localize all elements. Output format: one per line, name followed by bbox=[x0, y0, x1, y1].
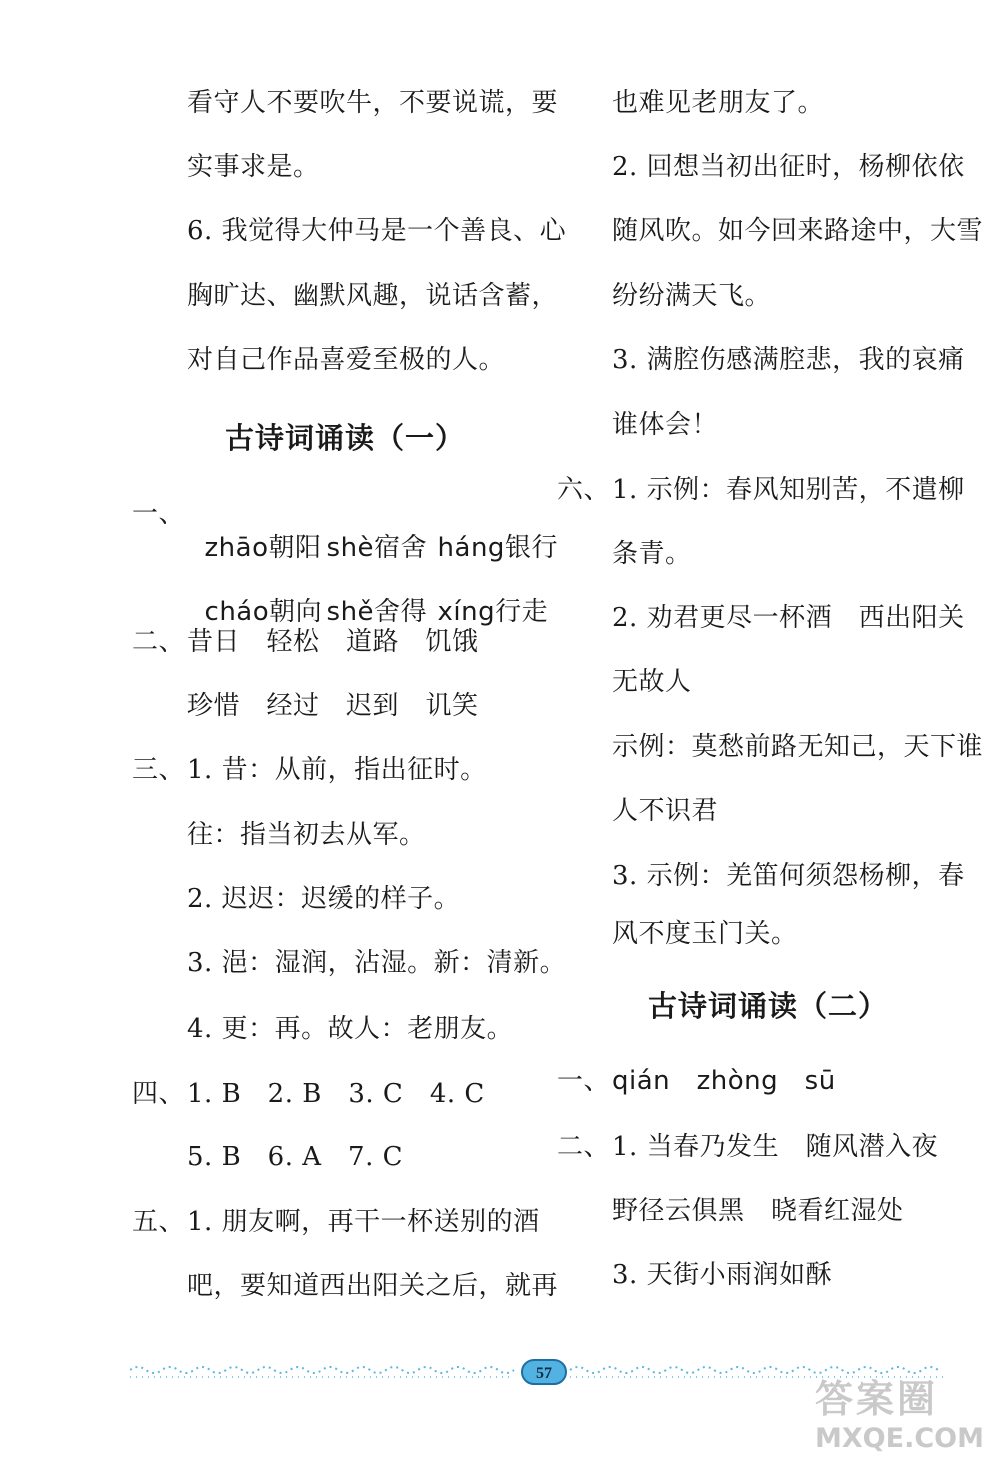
text-line: 看守人不要吹牛，不要说谎，要 bbox=[187, 88, 559, 118]
question-label: 一、 bbox=[557, 1066, 611, 1096]
text-line: 随风吹。如今回来路途中，大雪 bbox=[612, 216, 984, 246]
question-label: 六、 bbox=[557, 475, 611, 505]
answer-line: 1. 朋友啊，再干一杯送别的酒 bbox=[187, 1207, 540, 1237]
text-line: 实事求是。 bbox=[187, 152, 320, 182]
word: 舍得 bbox=[374, 597, 428, 627]
watermark bbox=[815, 1368, 995, 1463]
answer-line: 5. B 6. A 7. C bbox=[187, 1142, 403, 1172]
word: 宿舍 bbox=[374, 533, 428, 563]
answer-line: 野径云俱黑 晓看红湿处 bbox=[612, 1196, 904, 1226]
text-line: 2. 回想当初出征时，杨柳依依 bbox=[612, 152, 965, 182]
answer-line: 风不度玉门关。 bbox=[612, 919, 798, 949]
pinyin-row bbox=[309, 561, 427, 629]
answer-line: 2. 劝君更尽一杯酒 西出阳关 bbox=[612, 603, 965, 633]
question-label: 四、 bbox=[132, 1079, 186, 1109]
answer-line: 吧，要知道西出阳关之后，就再 bbox=[187, 1271, 559, 1301]
section-title: 古诗词诵读（一） bbox=[225, 421, 466, 455]
answer-line: 人不识君 bbox=[612, 796, 719, 826]
answer-line: 1. 当春乃发生 随风潜入夜 bbox=[612, 1132, 939, 1162]
answer-line: 4. 更：再。故人：老朋友。 bbox=[187, 1014, 514, 1044]
pinyin: xíng bbox=[437, 597, 496, 627]
question-label: 二、 bbox=[132, 627, 186, 657]
answer-line: 条青。 bbox=[612, 539, 692, 569]
text-line: 对自己作品喜爱至极的人。 bbox=[187, 345, 506, 375]
pinyin-row bbox=[187, 561, 322, 629]
answer-line: 3. 示例：羌笛何须怨杨柳，春 bbox=[612, 861, 965, 891]
pinyin: shě bbox=[326, 597, 375, 627]
text-line: 6. 我觉得大仲马是一个善良、心 bbox=[187, 216, 567, 246]
answer-line: 2. 迟迟：迟缓的样子。 bbox=[187, 884, 461, 914]
pinyin-row bbox=[420, 497, 558, 565]
answer-line: 往：指当初去从军。 bbox=[187, 820, 426, 850]
pinyin: zhāo bbox=[204, 533, 269, 563]
pinyin: háng bbox=[437, 533, 505, 563]
section-title: 古诗词诵读（二） bbox=[648, 989, 889, 1023]
pinyin-row bbox=[309, 497, 427, 565]
page-number: 57 bbox=[521, 1359, 567, 1385]
watermark-logo: 答案圈 bbox=[815, 1377, 939, 1421]
question-label: 五、 bbox=[132, 1207, 186, 1237]
pinyin: shè bbox=[326, 533, 375, 563]
answer-line: 示例：莫愁前路无知己，天下谁 bbox=[612, 732, 984, 762]
text-line: 纷纷满天飞。 bbox=[612, 281, 772, 311]
word: 朝阳 bbox=[268, 533, 322, 563]
pinyin-answer: qián zhòng sū bbox=[612, 1066, 836, 1096]
question-label: 三、 bbox=[132, 755, 186, 785]
question-label: 二、 bbox=[557, 1132, 611, 1162]
answer-line: 3. 浥：湿润，沾湿。新：清新。 bbox=[187, 948, 567, 978]
text-line: 3. 满腔伤感满腔悲，我的哀痛 bbox=[612, 345, 965, 375]
answer-line: 昔日 轻松 道路 饥饿 bbox=[187, 627, 479, 657]
answer-line: 1. 示例：春风知别苦，不遣柳 bbox=[612, 475, 965, 505]
answer-line: 珍惜 经过 迟到 讥笑 bbox=[187, 691, 479, 721]
word: 行走 bbox=[495, 597, 549, 627]
answer-line: 1. 昔：从前，指出征时。 bbox=[187, 755, 487, 785]
text-line: 谁体会！ bbox=[612, 410, 719, 440]
answer-line: 3. 天街小雨润如酥 bbox=[612, 1260, 833, 1290]
answer-line: 无故人 bbox=[612, 667, 692, 697]
text-line: 胸旷达、幽默风趣，说话含蓄， bbox=[187, 281, 559, 311]
pinyin-row bbox=[420, 561, 548, 629]
watermark-url: MXQE.COM bbox=[815, 1423, 984, 1454]
text-line: 也难见老朋友了。 bbox=[612, 88, 825, 118]
pinyin: cháo bbox=[204, 597, 270, 627]
word: 银行 bbox=[504, 533, 558, 563]
question-label: 一、 bbox=[132, 499, 186, 529]
pinyin-row bbox=[187, 497, 322, 565]
answer-line: 1. B 2. B 3. C 4. C bbox=[187, 1079, 485, 1109]
word: 朝向 bbox=[269, 597, 323, 627]
